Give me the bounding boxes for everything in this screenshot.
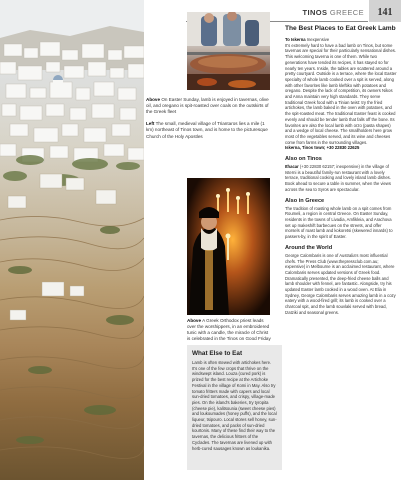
also-on-tinos-name: Ithacar xyxy=(285,164,299,170)
restaurant-price: Inexpensive xyxy=(305,37,330,42)
village-photo xyxy=(0,0,144,480)
article-intro: It's extremely hard to have a bad lamb on Tinos, but some tavernas are special for their particularly sensational dishes. This welcoming taverna is one of them. While two generations have tended its recipes, it has stayed so for nearly ten years. Inside, the tables are scattered around a pretty courtyard. Outside is a terrace, where the local Easter specialty of whole lamb cooked over a spit is served, along with other favorites like lamb kleftiko with potatoes and oregano. Despite the lack of competition, its owners Nikos and Anna maintain very high standards. They serve traditional Greek food with a Tinian twist: try the fried artichokes, the lamb baked in the oven with potatoes, and the spit-roasted meat. The traditional Easter feast is cooked evenly and should be tender lamb that falls off the bone. Its favorites are also the local lamb with orzo (pasta shapes) and a wedge of local cheese. The smallholders here grow most of the vegetables served, and its wine and cheeses come from farms in the surrounding villages. xyxy=(285,42,397,145)
caption-lead-above: Above xyxy=(146,97,161,102)
priest-caption-text: A Greek Orthodox priest leads over the worshippers, in an embroidered tunic with a candle, the miracle of Christ is celebrated in the Tinos on Good Friday xyxy=(187,318,271,342)
around-the-world-text: George Calombaris is one of Australia's most influential chefs. The Press Club (www.thepressclub.com.au; expensive) in Melbourne is an acclaimed restaurant, where Calombaris serves updated versions of Greek food. Dramatically presented, the deep-fried cheese balls and lamb shoulder with fennel, are fantastic. Alongside, try his updated Easter lamb cooked in a wood oven. At Elia in Sydney, George Calombaris serves amazing lamb in a cozy eatery with a wood-fired grill; its lamb is cooked over a charcoal spit, and the lamb souvlaki served with bread, tzatziki and seasonal greens. xyxy=(285,252,396,315)
around-the-world-heading: Around the World xyxy=(285,244,333,251)
village-caption xyxy=(146,97,270,140)
what-else-to-eat-box xyxy=(187,345,282,470)
running-head-place: TINOS xyxy=(302,8,328,17)
also-on-tinos-heading: Also on Tinos xyxy=(285,156,322,163)
priest-candle-photo xyxy=(187,178,270,315)
also-on-tinos-body: (+30 22830 62157; inexpensive) in the village of Isterni is a beautiful family-run restaurant with a lovely terrace, traditional cooking and lovely island lamb dishes. Book ahead to secure a table in summer, when the views across the sea to Syros are spectacular. xyxy=(285,164,391,192)
what-else-heading: What Else to Eat xyxy=(192,350,243,357)
priest-caption-lead: Above xyxy=(187,318,202,323)
running-head xyxy=(280,8,364,17)
village-illustration xyxy=(0,0,144,480)
page-number: 141 xyxy=(369,0,401,22)
restaurant-name: To Iskerna xyxy=(285,37,306,42)
priest-caption xyxy=(187,318,272,342)
caption-lead-left: Left xyxy=(146,121,155,127)
restaurant-contact xyxy=(285,145,397,151)
restaurant-contact-text: Iskerna, Tinos town; +30 22830 22625 xyxy=(285,145,360,151)
lamb-roast-photo xyxy=(187,12,270,90)
also-in-greece-text: The tradition of roasting whole lamb on a spit comes from Roumeli, a region in central Greece. On Easter Sunday, residents in the towns of Livadia, Amfikleia, and Arachova set up makeshift barbecues on the streets, and offer morsels of roast lamb and kokoretsi (skewered innards) to passers-by, in the spirit of Easter. xyxy=(285,205,393,240)
also-on-tinos-text xyxy=(285,164,397,193)
priest-illustration xyxy=(187,178,270,315)
caption-text-above: On Easter Sunday, lamb is enjoyed in tavernas, olive oil, and oregano is spit-roasted over coals on the outskirts of the Greek fleet xyxy=(146,97,269,115)
caption-text-left: The small, medieval village of Triantaros lies a mile (1 km) northeast of Tinos town, and is home to the picturesque Church of the Holy Apostles xyxy=(146,121,268,139)
running-head-country: GREECE xyxy=(329,8,364,17)
lamb-roast-illustration xyxy=(187,12,270,90)
article-column xyxy=(285,25,397,316)
article-heading: The Best Places to Eat Greek Lamb xyxy=(285,25,396,32)
what-else-body: Lamb is often stewed with artichokes here. It's one of the few crops that thrive on the windswept island. Louza (cured pork) is prized for the best recipe at the Artichoke Festival in the village of Komi in May. Also try tomato fritters made with capers and local sun-dried tomatoes, and crispy, village-made pies. On the island's bakeries, try tyropita (cheese pie), kalitsounia (sweet cheese pies) and loukoumades (honey puffs), and the local liqueur, tsipouro. Local stores sell honey, sun-dried tomatoes, and packs of sun-dried kourtonis. Many of these find their way to the tavernas, the delicious fritters of the Cyclades. The tavernas are livened up with herb-cured sausages known as loukanika. xyxy=(192,360,277,451)
also-in-greece-heading: Also in Greece xyxy=(285,197,325,204)
